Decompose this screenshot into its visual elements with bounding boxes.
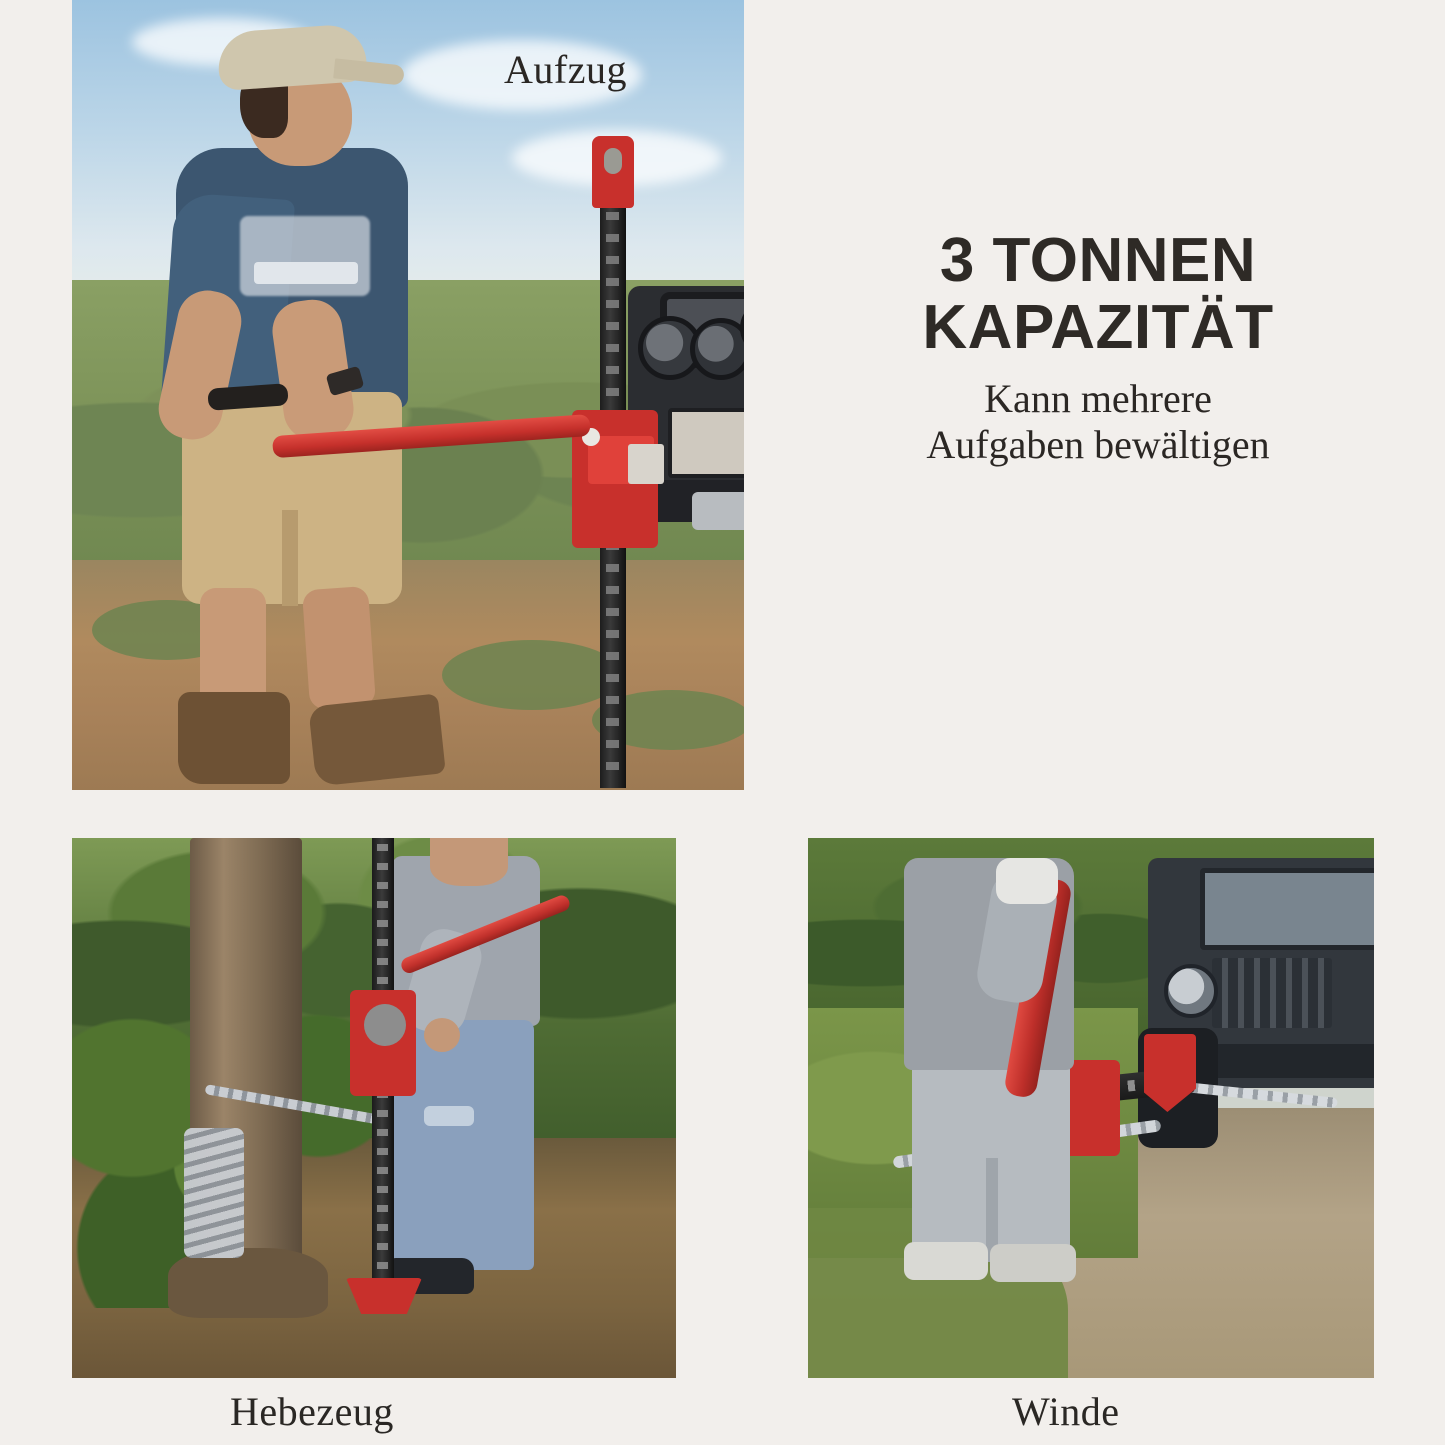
person-shorts-gap bbox=[282, 510, 298, 606]
shirt-graphic bbox=[240, 216, 370, 296]
jack-gear bbox=[364, 1004, 406, 1046]
vehicle-license-plate bbox=[668, 408, 744, 478]
photo-winch-usage bbox=[808, 838, 1374, 1378]
jeep-windshield bbox=[1200, 868, 1374, 950]
caption-hoist: Hebezeug bbox=[230, 1389, 394, 1434]
headline-line-1: 3 TONNEN bbox=[939, 226, 1257, 295]
vehicle-headlight bbox=[690, 318, 744, 380]
person-leg bbox=[302, 586, 376, 710]
jeep-grille bbox=[1212, 958, 1332, 1028]
tree-root bbox=[168, 1248, 328, 1318]
jack-top-hole bbox=[604, 148, 622, 174]
caption-winch: Winde bbox=[1012, 1389, 1120, 1434]
photo-lift-usage bbox=[72, 0, 744, 790]
photo-hoist-usage bbox=[72, 838, 676, 1378]
person-boot bbox=[178, 692, 290, 784]
subheadline-line-1: Kann mehrere bbox=[984, 375, 1212, 421]
jeep-headlight bbox=[1164, 964, 1218, 1018]
caption-lift: Aufzug bbox=[504, 47, 627, 92]
headline-line-2: KAPAZITÄT bbox=[922, 292, 1274, 362]
person-shoe bbox=[904, 1242, 988, 1280]
jack-lift-pad bbox=[628, 444, 664, 484]
person-shoe bbox=[990, 1244, 1076, 1282]
shirt-graphic-text bbox=[254, 262, 358, 284]
person-jeans-tear bbox=[424, 1106, 474, 1126]
vehicle-tow-hook bbox=[692, 492, 744, 530]
subheadline-line-2: Aufgaben bewältigen bbox=[926, 422, 1270, 468]
person-glove bbox=[996, 858, 1058, 904]
grass-patch bbox=[442, 640, 622, 710]
person-leg bbox=[200, 588, 266, 708]
person-head bbox=[430, 838, 508, 886]
person-boot bbox=[308, 693, 446, 786]
headline-block bbox=[810, 228, 1386, 469]
person-hand bbox=[424, 1018, 460, 1052]
chain-wrap bbox=[184, 1128, 244, 1258]
